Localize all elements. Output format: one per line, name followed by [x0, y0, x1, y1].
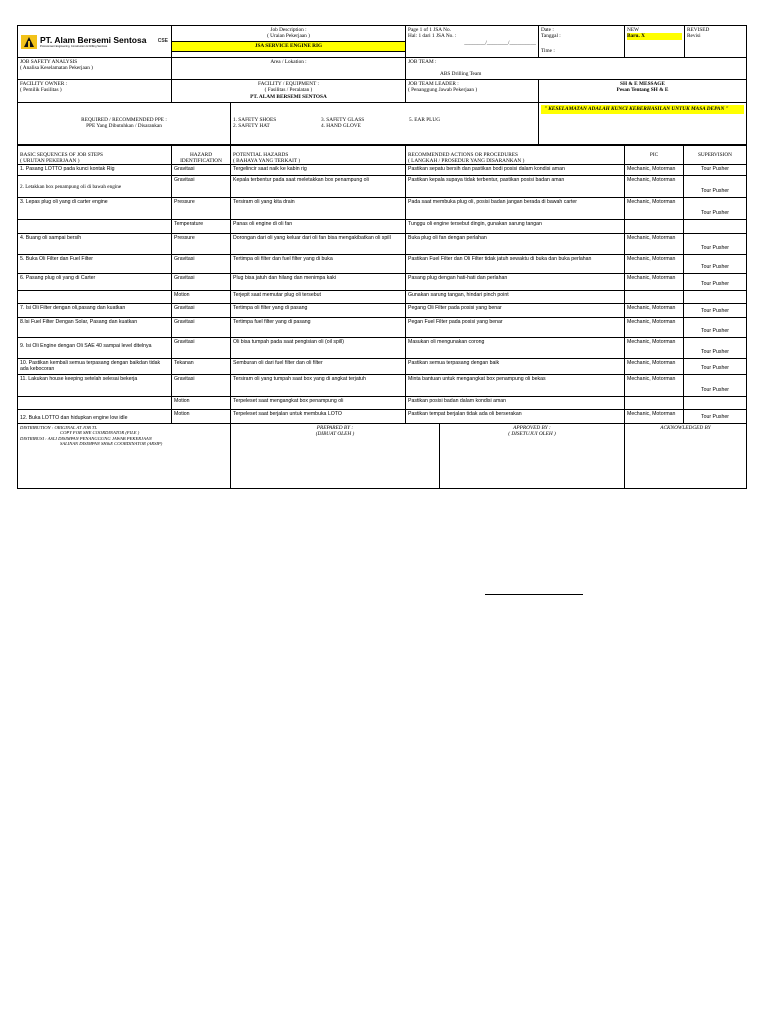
hazard-cell: Pressure: [172, 234, 231, 254]
hazard-cell: Motion: [172, 291, 231, 303]
supervision-cell: Tour Pusher: [701, 328, 729, 334]
page-line: Page 1 of 1 JSA No.: [408, 27, 451, 33]
step-cell: [18, 291, 172, 303]
potential-cell: Tersiram oli yang tumpah saat box yang di angkat terjatuh: [231, 375, 406, 396]
table-row: [18, 338, 746, 359]
pic-cell: Mechanic, Motorman: [625, 359, 684, 374]
hazard-cell: Tekanan: [172, 359, 231, 374]
pic-cell: Mechanic, Motorman: [625, 410, 684, 423]
col-actions-label: RECOMMENDED ACTIONS OR PROCEDURES: [408, 152, 518, 158]
action-cell: Pastikan semua terpasang dengan baik: [406, 359, 625, 374]
revisi-label: Revisi: [687, 33, 701, 40]
jsa-form: [17, 25, 747, 489]
job-safety-analysis-cell: [18, 58, 172, 79]
table-row: [18, 304, 746, 318]
action-cell: Pada saat membuka plug oli, posisi badan jangan berada di bawah carter: [406, 198, 625, 219]
prepared-by-sub: (DIBUAT OLEH ): [315, 431, 355, 438]
action-cell: Pastikan kepala supaya tidak terbentur, pastikan posisi badan aman: [406, 176, 625, 197]
col-actions: [406, 146, 625, 164]
supervision-cell: [684, 220, 746, 233]
action-cell: Pastikan Fuel Filter dan Oli Filter tidak jatuh sewaktu di buka dan buka perlahan: [406, 255, 625, 273]
column-header-row: [18, 145, 746, 165]
company-name: PT. Alam Bersemi Sentosa: [40, 34, 147, 45]
signature-line: [485, 594, 583, 595]
job-team-leader-sub: ( Penanggung Jawab Pekerjaan ): [408, 87, 478, 94]
supervision-cell: [684, 291, 746, 303]
table-row: [18, 176, 746, 198]
supervision-cell: Tour Pusher: [701, 188, 729, 194]
action-cell: Pastikan sepatu bersih dan pastikan bodi posisi dalam kondisi aman: [406, 165, 625, 175]
potential-cell: Tertimpa oli filter dan fuel filter yang di buka: [231, 255, 406, 273]
potential-cell: Panas oli engine di oli fan: [231, 220, 406, 233]
ppe-item-5: 5. EAR PLUG: [409, 117, 441, 123]
facility-owner-cell: [18, 80, 172, 102]
col-supervision: SUPERVISION: [697, 152, 732, 158]
col-pic: PIC: [625, 146, 684, 164]
potential-cell: Kepala terbentur pada saat meletakkan box penampung oli: [231, 176, 406, 197]
pic-cell: Mechanic, Motorman: [625, 176, 684, 197]
col-hazard-label: HAZARD: [189, 152, 213, 158]
pic-cell: Mechanic, Motorman: [625, 274, 684, 290]
job-team-leader-label: JOB TEAM LEADER :: [408, 81, 459, 87]
potential-cell: Plug bisa jatuh dan hilang dan menimpa kaki: [231, 274, 406, 290]
pic-cell: Mechanic, Motorman: [625, 198, 684, 219]
acknowledged-by-label: ACKNOWLEDGED BY: [660, 425, 711, 431]
facility-row: [18, 80, 746, 103]
supervision-cell: Tour Pusher: [701, 414, 729, 420]
she-message-sub: Pesan Tentang SH & E: [616, 87, 669, 94]
distribution-line-2: COPY FOR SHE COORDINATOR (FILE ): [60, 430, 140, 436]
job-description-cell: [172, 26, 406, 57]
potential-cell: Terpeleset saat mengangkat box penampung oli: [231, 397, 406, 409]
area-cell: [172, 58, 406, 79]
job-description-sub: ( Uraian Pekerjaan ): [267, 33, 310, 40]
supervision-cell: [684, 397, 746, 409]
potential-cell: Tergelincir saat naik ke kabin rig: [231, 165, 406, 175]
tanggal-label: Tanggal :: [541, 33, 561, 40]
date-cell: [539, 26, 625, 57]
potential-cell: Tertimpa fuel filter yang di pasang: [231, 318, 406, 337]
step-cell: 4. Buang oli sampai bersih: [18, 234, 172, 254]
col-hazard-sub: IDENTIFICATION: [180, 158, 222, 164]
pic-cell: Mechanic, Motorman: [625, 318, 684, 337]
step-cell: 7. Isi Oli Filter dengan oli,pasang dan kuatkan: [18, 304, 172, 317]
potential-cell: Dorongan dari oli yang keluar dari oli fan bisa mengakibatkan oli spill: [231, 234, 406, 254]
company-logo-icon: [21, 35, 37, 49]
col-steps: [18, 146, 172, 164]
hazard-cell: Gravitasi: [172, 255, 231, 273]
job-team-value: ABS Drilling Team: [440, 71, 482, 78]
new-value: Baru. X: [627, 33, 682, 39]
acknowledged-by-cell: [625, 424, 746, 488]
signature-row: [18, 424, 746, 488]
col-actions-sub: ( LANGKAH / PROSEDUR YANG DISARANKAN ): [408, 158, 525, 164]
facility-owner-label: FACILITY OWNER :: [20, 81, 68, 87]
she-message-cell: [539, 80, 746, 102]
step-cell: 11. Lakukan house keeping setelah selesai bekerja: [18, 375, 172, 396]
table-row: [18, 410, 746, 424]
header-row: [18, 26, 746, 58]
ppe-label-sub: PPE Yang Dibutuhkan / Disarankan: [86, 123, 162, 130]
action-cell: Pastikan posisi badan dalam kondisi aman: [406, 397, 625, 409]
distribution-cell: [18, 424, 231, 488]
she-slogan: " KESELAMATAN ADALAH KUNCI KEBERHASILAN UNTUK MASA DEPAN ": [541, 105, 744, 114]
table-row: [18, 375, 746, 397]
she-message-label: SH & E MESSAGE: [620, 81, 665, 87]
supervision-cell: Tour Pusher: [701, 365, 729, 371]
hazard-cell: Gravitasi: [172, 304, 231, 317]
supervision-cell: Tour Pusher: [701, 308, 729, 314]
job-team-label: JOB TEAM :: [408, 59, 437, 65]
col-steps-label: BASIC SEQUENCES OF JOB STEPS: [20, 152, 104, 158]
table-row: [18, 198, 746, 220]
ppe-item-1: 1. SAFETY SHOES: [233, 117, 277, 123]
hazard-cell: Gravitasi: [172, 165, 231, 175]
distribution-line-1: DISTRIBUTION : ORIGINAL AT JOB TL: [20, 425, 98, 430]
facility-equipment-value: PT. ALAM BERSEMI SENTOSA: [250, 93, 327, 100]
table-row: [18, 220, 746, 234]
facility-equipment-sub: ( Fasilitas / Peralatan ): [264, 87, 313, 94]
job-description-value: JSA SERVICE ENGINE RIG: [172, 41, 405, 51]
table-row: [18, 234, 746, 255]
potential-cell: Tersiram oli yang kita drain: [231, 198, 406, 219]
supervision-cell: Tour Pusher: [701, 245, 729, 251]
hazard-cell: Motion: [172, 410, 231, 423]
supervision-cell: Tour Pusher: [701, 349, 729, 355]
potential-cell: Terjepit saat memutar plug oli tersebut: [231, 291, 406, 303]
action-cell: Gunakan sarung tangan, hindari pinch point: [406, 291, 625, 303]
col-potential-sub: ( BAHAYA YANG TERKAIT ): [233, 158, 301, 164]
step-cell: 5. Buka Oli Filter dan Fuel Filter: [18, 255, 172, 273]
ppe-item-2: 2. SAFETY HAT: [233, 123, 270, 130]
date-label: Date :: [541, 27, 554, 33]
ppe-items: [231, 103, 539, 144]
revised-label: REVISED: [687, 27, 710, 33]
action-cell: Pastikan tempat berjalan tidak ada oli berserakan: [406, 410, 625, 423]
potential-cell: Terpeleset saat berjalan untuk membuka LOTO: [231, 410, 406, 423]
job-team-leader-cell: [406, 80, 539, 102]
step-cell: 9. Isi Oli Engine dengan Oli SAE 40 sampai level ditelnya: [18, 338, 172, 358]
jsa-number-blank: ________/________/__________: [464, 39, 536, 46]
revised-cell: [685, 26, 746, 57]
hazard-cell: Temperature: [172, 220, 231, 233]
pic-cell: Mechanic, Motorman: [625, 304, 684, 317]
step-cell: [18, 220, 172, 233]
distribusi-line-1: DISTRIBUSI : ASLI DISIMPAN PENANGGUNG JAWAB PEKERJAAN: [20, 435, 152, 441]
analysis-row: [18, 58, 746, 80]
approved-by-label: APPROVED BY :: [513, 425, 551, 431]
pic-cell: [625, 291, 684, 303]
hazard-cell: Gravitasi: [172, 274, 231, 290]
action-cell: Masukan oli mengunakan corong: [406, 338, 625, 358]
hazard-cell: Motion: [172, 397, 231, 409]
action-cell: Buka plug oli fan dengan perlahan: [406, 234, 625, 254]
approved-by-sub: ( DISETUJUI OLEH ): [508, 431, 556, 438]
potential-cell: Oli bisa tumpah pada saat pengisian oli (oil spill): [231, 338, 406, 358]
action-cell: Pasang plug dengan hati-hati dan perlahan: [406, 274, 625, 290]
step-cell: 8.Isi Fuel Filter Dengan Solar, Pasang dan kuatkan: [18, 318, 172, 337]
area-label: Area / Lokation :: [270, 59, 307, 65]
action-cell: Minta bantuan untuk mengangkat box penampung oli bekas: [406, 375, 625, 396]
new-cell: [625, 26, 685, 57]
facility-owner-sub: ( Pemilik Fasilitas ): [20, 87, 62, 94]
potential-cell: Tertimpa oli filter yang di pasang: [231, 304, 406, 317]
supervision-cell: Tour Pusher: [701, 166, 729, 172]
approved-by-cell: [440, 424, 625, 488]
job-description-label: Job Description :: [270, 27, 307, 33]
pic-cell: [625, 220, 684, 233]
table-row: [18, 274, 746, 291]
table-row: [18, 165, 746, 176]
jsa-number-cell: [406, 26, 539, 57]
step-cell: 10. Pastikan kembali semua terpasang dengan baikdan tidak ada kebocoran: [18, 359, 172, 374]
hal-line: Hal: 1 dari 1 JSA No. :: [408, 33, 457, 40]
facility-equipment-cell: [172, 80, 406, 102]
pic-cell: Mechanic, Motorman: [625, 165, 684, 175]
step-cell: 6. Pasang plug oli yang di Carter: [18, 274, 172, 290]
slogan-cell: [539, 103, 746, 144]
action-cell: Tunggu oli engine tersebut dingin, gunakan sarung tangan: [406, 220, 625, 233]
table-row: [18, 291, 746, 304]
company-logo: [18, 26, 172, 57]
table-row: [18, 359, 746, 375]
hazard-cell: Gravitasi: [172, 318, 231, 337]
step-cell: 3. Lepas plug oli yang di carter engine: [18, 198, 172, 219]
hazard-cell: Gravitasi: [172, 338, 231, 358]
job-safety-analysis-label: JOB SAFETY ANALYSIS: [20, 59, 78, 65]
col-hazard: [172, 146, 231, 164]
job-safety-analysis-sub: ( Analisa Keselamatan Pekerjaan ): [20, 65, 93, 72]
col-steps-sub: ( URUTAN PEKERJAAN ): [20, 158, 80, 164]
partner-logo-text: CSE: [157, 38, 168, 45]
table-row: [18, 255, 746, 274]
step-cell: 12. Buka LOTTO dan hidupkan engine low idle: [18, 410, 172, 423]
col-potential: [231, 146, 406, 164]
ppe-item-4: 4. HAND GLOVE: [321, 123, 361, 130]
hazard-cell: Gravitasi: [172, 176, 231, 197]
pic-cell: [625, 397, 684, 409]
ppe-item-3: 3. SAFETY GLASS: [321, 117, 365, 123]
pic-cell: Mechanic, Motorman: [625, 255, 684, 273]
action-cell: Pegang Oli Filter pada posisi yang benar: [406, 304, 625, 317]
pic-cell: Mechanic, Motorman: [625, 375, 684, 396]
supervision-cell: Tour Pusher: [701, 281, 729, 287]
time-label: Time :: [541, 47, 555, 54]
pic-cell: Mechanic, Motorman: [625, 234, 684, 254]
ppe-label: REQUIRED / RECOMMENDED PPE :: [81, 117, 167, 123]
table-row: [18, 397, 746, 410]
prepared-by-label: PREPARED BY :: [316, 425, 354, 431]
supervision-cell: Tour Pusher: [701, 210, 729, 216]
distribusi-line-2: SALINAN DISIMPAN SH&E COORDINATOR (ARSIP): [60, 441, 163, 447]
supervision-cell: Tour Pusher: [701, 264, 729, 270]
job-team-cell: [406, 58, 746, 79]
step-cell: [18, 397, 172, 409]
ppe-row: [18, 103, 746, 145]
col-potential-label: POTENTIAL HAZARDS: [233, 152, 289, 158]
step-cell: 2. Letakkan box penampung oli di bawah engine: [18, 176, 172, 197]
pic-cell: Mechanic, Motorman: [625, 338, 684, 358]
step-cell: 1. Pasang LOTTO pada kunci kontak Rig: [18, 165, 172, 175]
potential-cell: Semburan oli dari fuel filter dan oli filter: [231, 359, 406, 374]
prepared-by-cell: [231, 424, 440, 488]
job-steps-table: [18, 165, 746, 424]
ppe-label-cell: [18, 103, 231, 144]
facility-equipment-label: FACILITY / EQUIPMENT :: [258, 81, 319, 87]
hazard-cell: Gravitasi: [172, 375, 231, 396]
supervision-cell: Tour Pusher: [701, 387, 729, 393]
company-tagline: Procurement Engineering, Construction & Drilling Services: [40, 44, 108, 48]
action-cell: Pegan Fuel Filter pada posisi yang benar: [406, 318, 625, 337]
new-label: NEW: [627, 27, 640, 33]
hazard-cell: Pressure: [172, 198, 231, 219]
table-row: [18, 318, 746, 338]
